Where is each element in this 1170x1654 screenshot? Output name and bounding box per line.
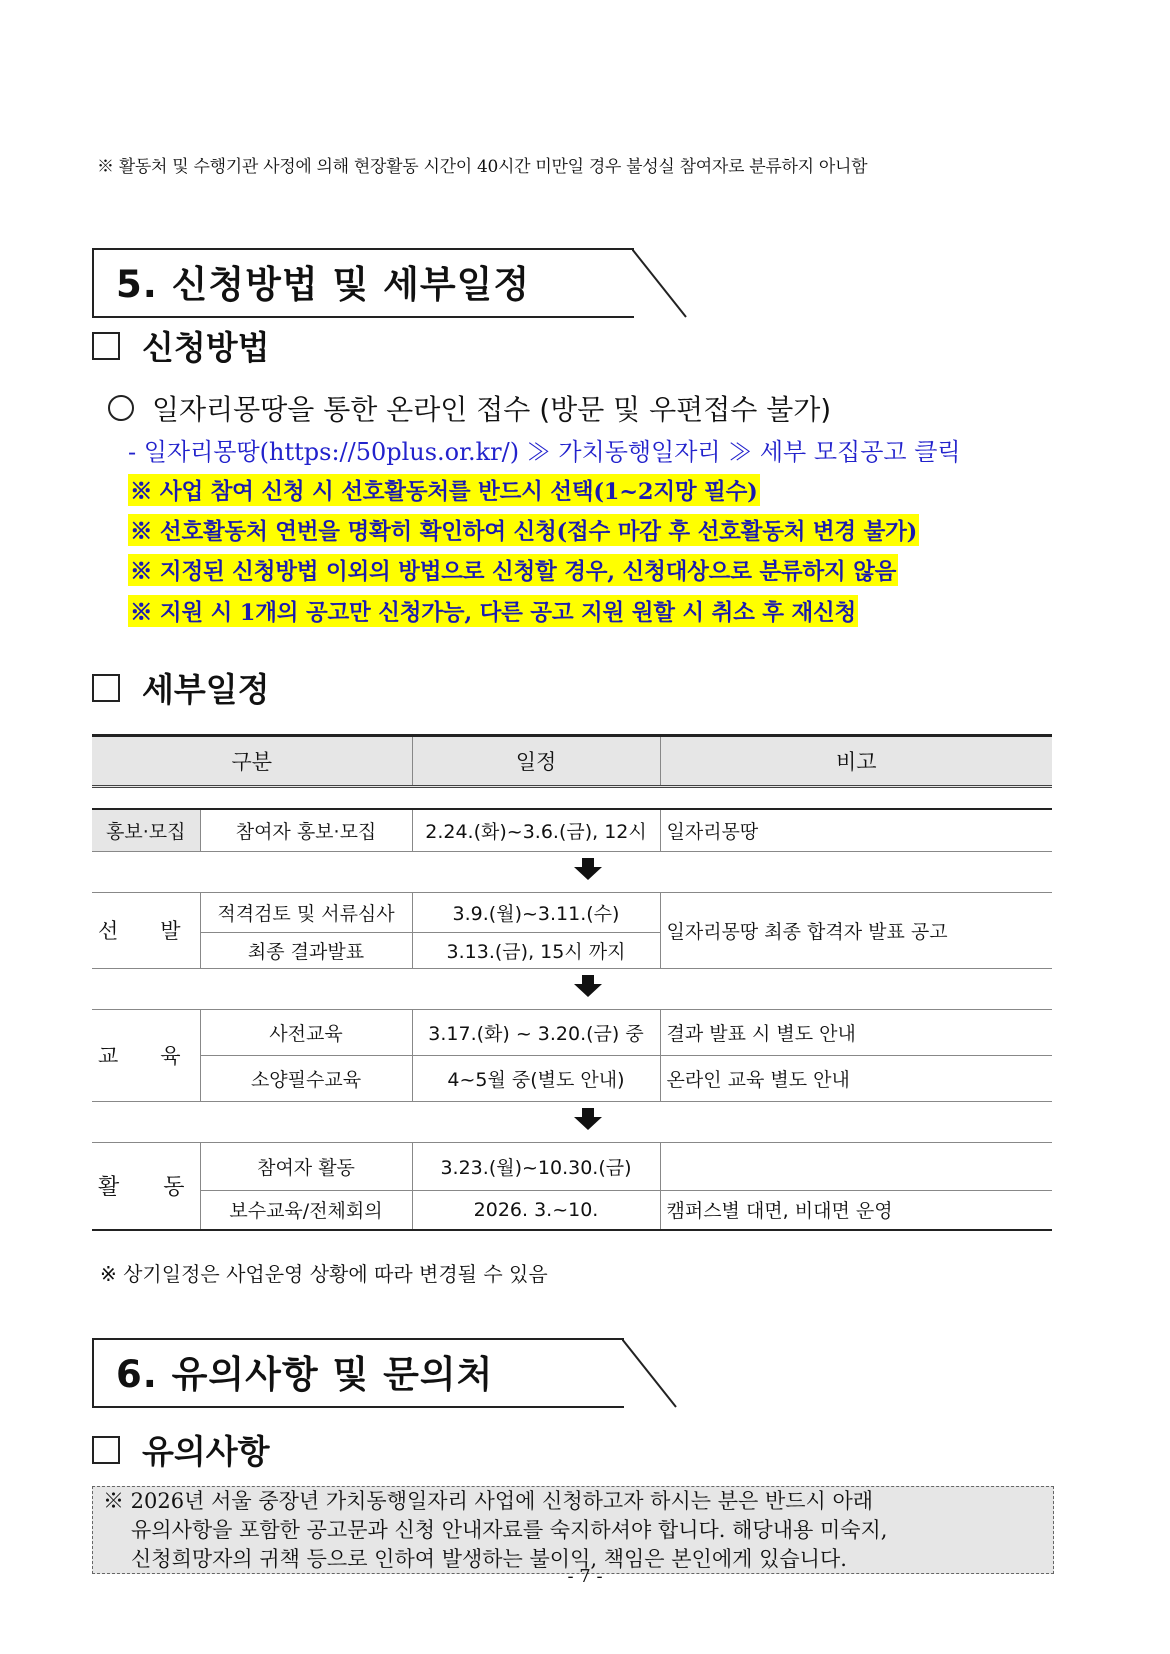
note-cell: 온라인 교육 별도 안내: [660, 1055, 1052, 1101]
caution-heading: [92, 1426, 270, 1473]
note-cell: 캠퍼스별 대면, 비대면 운영: [660, 1190, 1052, 1230]
item-cell: 소양필수교육: [200, 1055, 412, 1101]
date-cell: 2026. 3.~10.: [412, 1190, 660, 1230]
notice-line-1: ※ 2026년 서울 중장년 가치동행일자리 사업에 신청하고자 하시는 분은 반드시 아래: [103, 1489, 874, 1513]
caution-notice-box: [92, 1486, 1054, 1574]
note-cell: 결과 발표 시 별도 안내: [660, 1009, 1052, 1055]
item-cell: 사전교육: [200, 1009, 412, 1055]
section-5-heading: [92, 248, 634, 318]
group-education: 교 육: [92, 1009, 200, 1101]
date-cell: 4~5월 중(별도 안내): [412, 1055, 660, 1101]
notice-line-3: 신청희망자의 귀책 등으로 인하여 발생하는 불이익, 책임은 본인에게 있습니다.: [131, 1547, 847, 1571]
header-schedule: 일정: [412, 736, 660, 787]
group-activity: 활 동: [92, 1142, 200, 1230]
date-cell: 3.23.(월)~10.30.(금): [412, 1142, 660, 1190]
note-cell: [660, 1142, 1052, 1190]
heading-corner-decoration: [622, 1338, 682, 1408]
notice-line-2: 유의사항을 포함한 공고문과 신청 안내자료를 숙지하셔야 합니다. 해당내용 미숙지,: [131, 1518, 888, 1542]
header-category: 구분: [92, 736, 412, 787]
schedule-heading-text: 세부일정: [142, 670, 270, 709]
schedule-table: [92, 734, 1052, 1231]
table-row: [92, 809, 1052, 851]
method-heading: [92, 322, 270, 369]
note-1: ※ 사업 참여 신청 시 선호활동처를 반드시 선택(1~2지망 필수): [128, 474, 760, 506]
table-row: [92, 892, 1052, 932]
method-main-text: 일자리몽땅을 통한 온라인 접수 (방문 및 우편접수 불가): [152, 393, 832, 426]
page-number: - 7 -: [567, 1566, 603, 1587]
schedule-note: ※ 상기일정은 사업운영 상황에 따라 변경될 수 있음: [100, 1262, 548, 1286]
date-cell: 2.24.(화)~3.6.(금), 12시: [412, 809, 660, 851]
arrow-row: [92, 968, 1052, 1009]
item-cell: 보수교육/전체회의: [200, 1190, 412, 1230]
arrow-row: [92, 851, 1052, 892]
heading-corner-decoration: [632, 248, 692, 318]
arrow-down-icon: [574, 975, 602, 997]
circle-bullet-icon: [108, 395, 134, 421]
section-5-title: 5. 신청방법 및 세부일정: [116, 263, 531, 306]
item-cell: 최종 결과발표: [200, 932, 412, 968]
note-4: ※ 지원 시 1개의 공고만 신청가능, 다른 공고 지원 원할 시 취소 후 재신청: [128, 595, 858, 627]
method-path: - 일자리몽땅(https://50plus.or.kr/) ≫ 가치동행일자리 ≫ 세부 모집공고 클릭: [128, 438, 961, 466]
note-3: ※ 지정된 신청방법 이외의 방법으로 신청할 경우, 신청대상으로 분류하지 않음: [128, 554, 898, 586]
top-note: ※ 활동처 및 수행기관 사정에 의해 현장활동 시간이 40시간 미만일 경우 불성실 참여자로 분류하지 아니함: [97, 157, 868, 177]
group-selection: 선 발: [92, 892, 200, 968]
table-row: [92, 1009, 1052, 1055]
square-bullet-icon: [92, 1436, 120, 1464]
table-row: [92, 1142, 1052, 1190]
arrow-row: [92, 1101, 1052, 1142]
square-bullet-icon: [92, 674, 120, 702]
section-6-heading: [92, 1338, 624, 1408]
arrow-down-icon: [574, 1108, 602, 1130]
section-6-title: 6. 유의사항 및 문의처: [116, 1353, 494, 1396]
arrow-down-icon: [574, 858, 602, 880]
header-remark: 비고: [660, 736, 1052, 787]
square-bullet-icon: [92, 332, 120, 360]
group-promo: 홍보·모집: [92, 809, 200, 851]
item-cell: 참여자 활동: [200, 1142, 412, 1190]
date-cell: 3.9.(월)~3.11.(수): [412, 892, 660, 932]
method-main: [108, 388, 831, 428]
date-cell: 3.13.(금), 15시 까지: [412, 932, 660, 968]
table-row: [92, 1190, 1052, 1230]
table-header-row: [92, 736, 1052, 787]
date-cell: 3.17.(화) ~ 3.20.(금) 중: [412, 1009, 660, 1055]
note-cell: 일자리몽땅 최종 합격자 발표 공고: [660, 892, 1052, 968]
caution-heading-text: 유의사항: [142, 1432, 270, 1471]
schedule-heading: [92, 664, 270, 711]
table-row: [92, 1055, 1052, 1101]
note-2: ※ 선호활동처 연번을 명확히 확인하여 신청(접수 마감 후 선호활동처 변경 불가): [128, 514, 919, 546]
method-heading-text: 신청방법: [142, 328, 270, 367]
item-cell: 적격검토 및 서류심사: [200, 892, 412, 932]
item-cell: 참여자 홍보·모집: [200, 809, 412, 851]
note-cell: 일자리몽땅: [660, 809, 1052, 851]
